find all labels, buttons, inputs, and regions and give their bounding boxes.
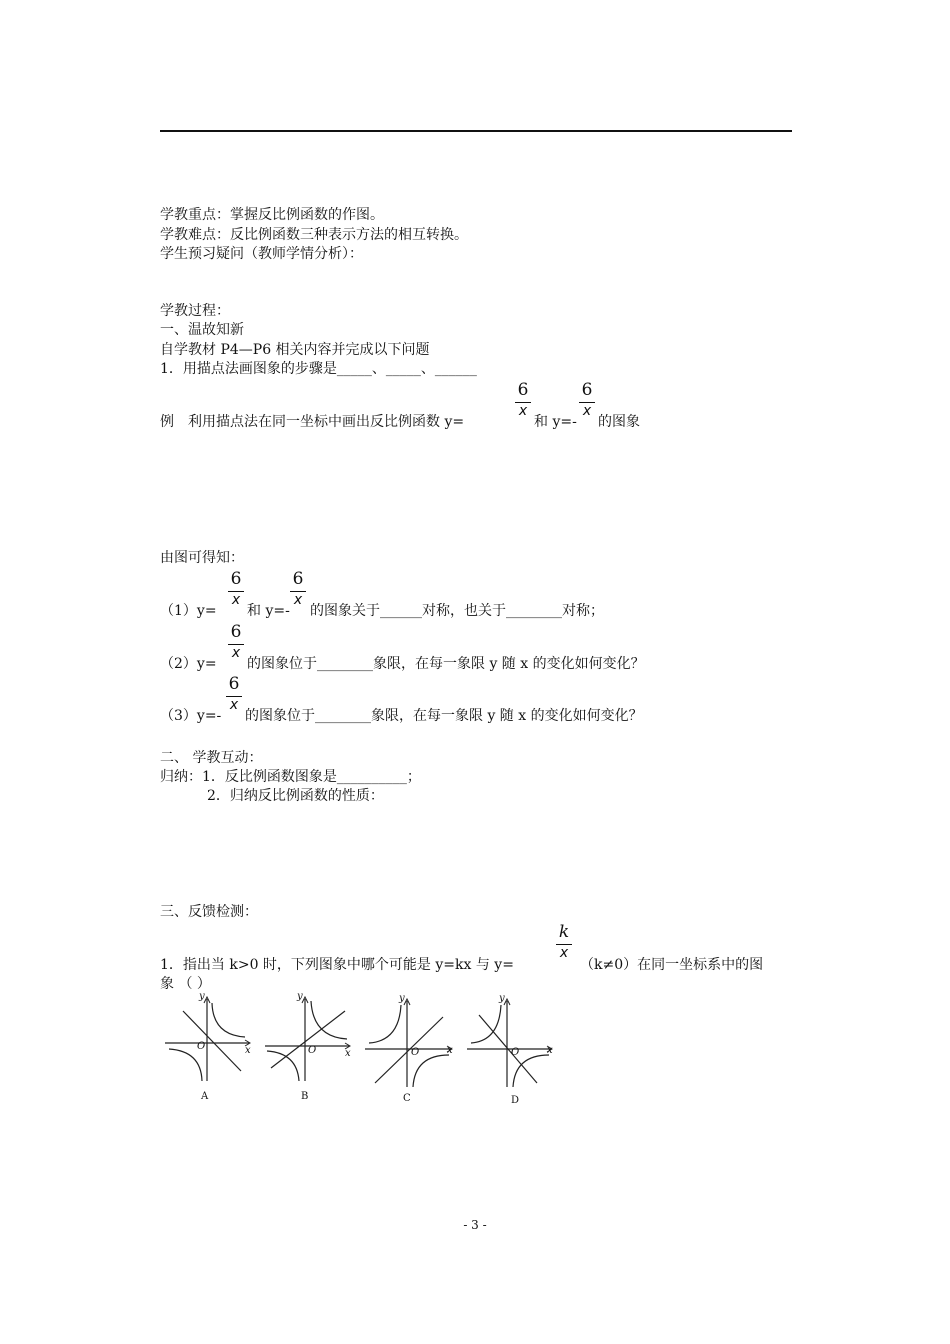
graph-label-b: B: [301, 1091, 309, 1102]
fraction-6-over-x: 6 x: [515, 380, 531, 418]
axis-label-x: x: [447, 1045, 453, 1056]
origin-label: O: [411, 1047, 420, 1058]
axis-label-x: x: [245, 1045, 251, 1056]
process-heading: 学教过程：: [160, 303, 230, 319]
question1-line: 1．用描点法画图象的步骤是_____、_____、______: [160, 361, 477, 377]
fraction-6-over-x: 6 x: [579, 380, 595, 418]
axis-label-y: y: [297, 991, 303, 1002]
header-rule: [160, 130, 792, 132]
from-graph-line: 由图可得知：: [160, 550, 244, 566]
self-study-line: 自学教材 P4—P6 相关内容并完成以下问题: [160, 342, 430, 358]
property2-text-b: 的图象位于________象限，在每一象限 y 随 x 的变化如何变化？: [247, 656, 645, 672]
example-text-b: 和 y=-: [534, 414, 577, 430]
summary-line-2: 2．归纳反比例函数的性质：: [207, 788, 384, 804]
section1-title: 一、温故知新: [160, 322, 244, 338]
axis-label-y: y: [399, 993, 405, 1004]
graph-option-b[interactable]: [265, 991, 355, 1102]
axis-label-x: x: [345, 1048, 351, 1059]
property3-text-b: 的图象位于________象限，在每一象限 y 随 x 的变化如何变化？: [245, 708, 643, 724]
axis-label-x: x: [547, 1045, 553, 1056]
page-number: - 3 -: [463, 1218, 487, 1232]
test1-text-c: 象 （ ）: [160, 976, 211, 992]
property1-text-b: 和 y=-: [247, 603, 290, 619]
section2-title: 二、 学教互动：: [160, 750, 263, 766]
property3-text-a: （3）y=-: [160, 708, 222, 724]
origin-label: O: [197, 1041, 206, 1052]
property1-text-a: （1）y=: [160, 603, 217, 619]
fraction-6-over-x: 6 x: [228, 622, 244, 660]
difficulty-line: 学教难点：反比例函数三种表示方法的相互转换。: [160, 227, 468, 243]
fraction-6-over-x: 6 x: [228, 569, 244, 607]
axis-label-y: y: [499, 993, 505, 1004]
graph-option-d[interactable]: [465, 993, 560, 1106]
origin-label: O: [511, 1047, 520, 1058]
section3-title: 三、反馈检测：: [160, 904, 258, 920]
graph-label-c: C: [403, 1093, 411, 1104]
test1-text-a: 1．指出当 k>0 时，下列图象中哪个可能是 y=kx 与 y=: [160, 957, 514, 973]
origin-label: O: [308, 1045, 317, 1056]
axis-label-y: y: [199, 991, 205, 1002]
summary-line-1: 归纳：1．反比例函数图象是__________；: [160, 769, 421, 785]
property2-text-a: （2）y=: [160, 656, 217, 672]
focus-line: 学教重点：掌握反比例函数的作图。: [160, 207, 384, 223]
graph-option-c[interactable]: [365, 993, 460, 1104]
fraction-k-over-x: k x: [556, 922, 572, 960]
fraction-6-over-x: 6 x: [226, 674, 242, 712]
graph-option-a[interactable]: [165, 991, 255, 1102]
graph-label-a: A: [201, 1091, 209, 1102]
example-text-c: 的图象: [598, 414, 640, 430]
example-text-a: 例 利用描点法在同一坐标中画出反比例函数 y=: [160, 414, 465, 430]
property1-text-c: 的图象关于______对称，也关于________对称；: [310, 603, 604, 619]
graph-label-d: D: [511, 1095, 520, 1106]
fraction-6-over-x: 6 x: [290, 569, 306, 607]
test1-text-b: （k≠0）在同一坐标系中的图: [580, 957, 764, 973]
preview-line: 学生预习疑问（教师学情分析）：: [160, 246, 363, 262]
